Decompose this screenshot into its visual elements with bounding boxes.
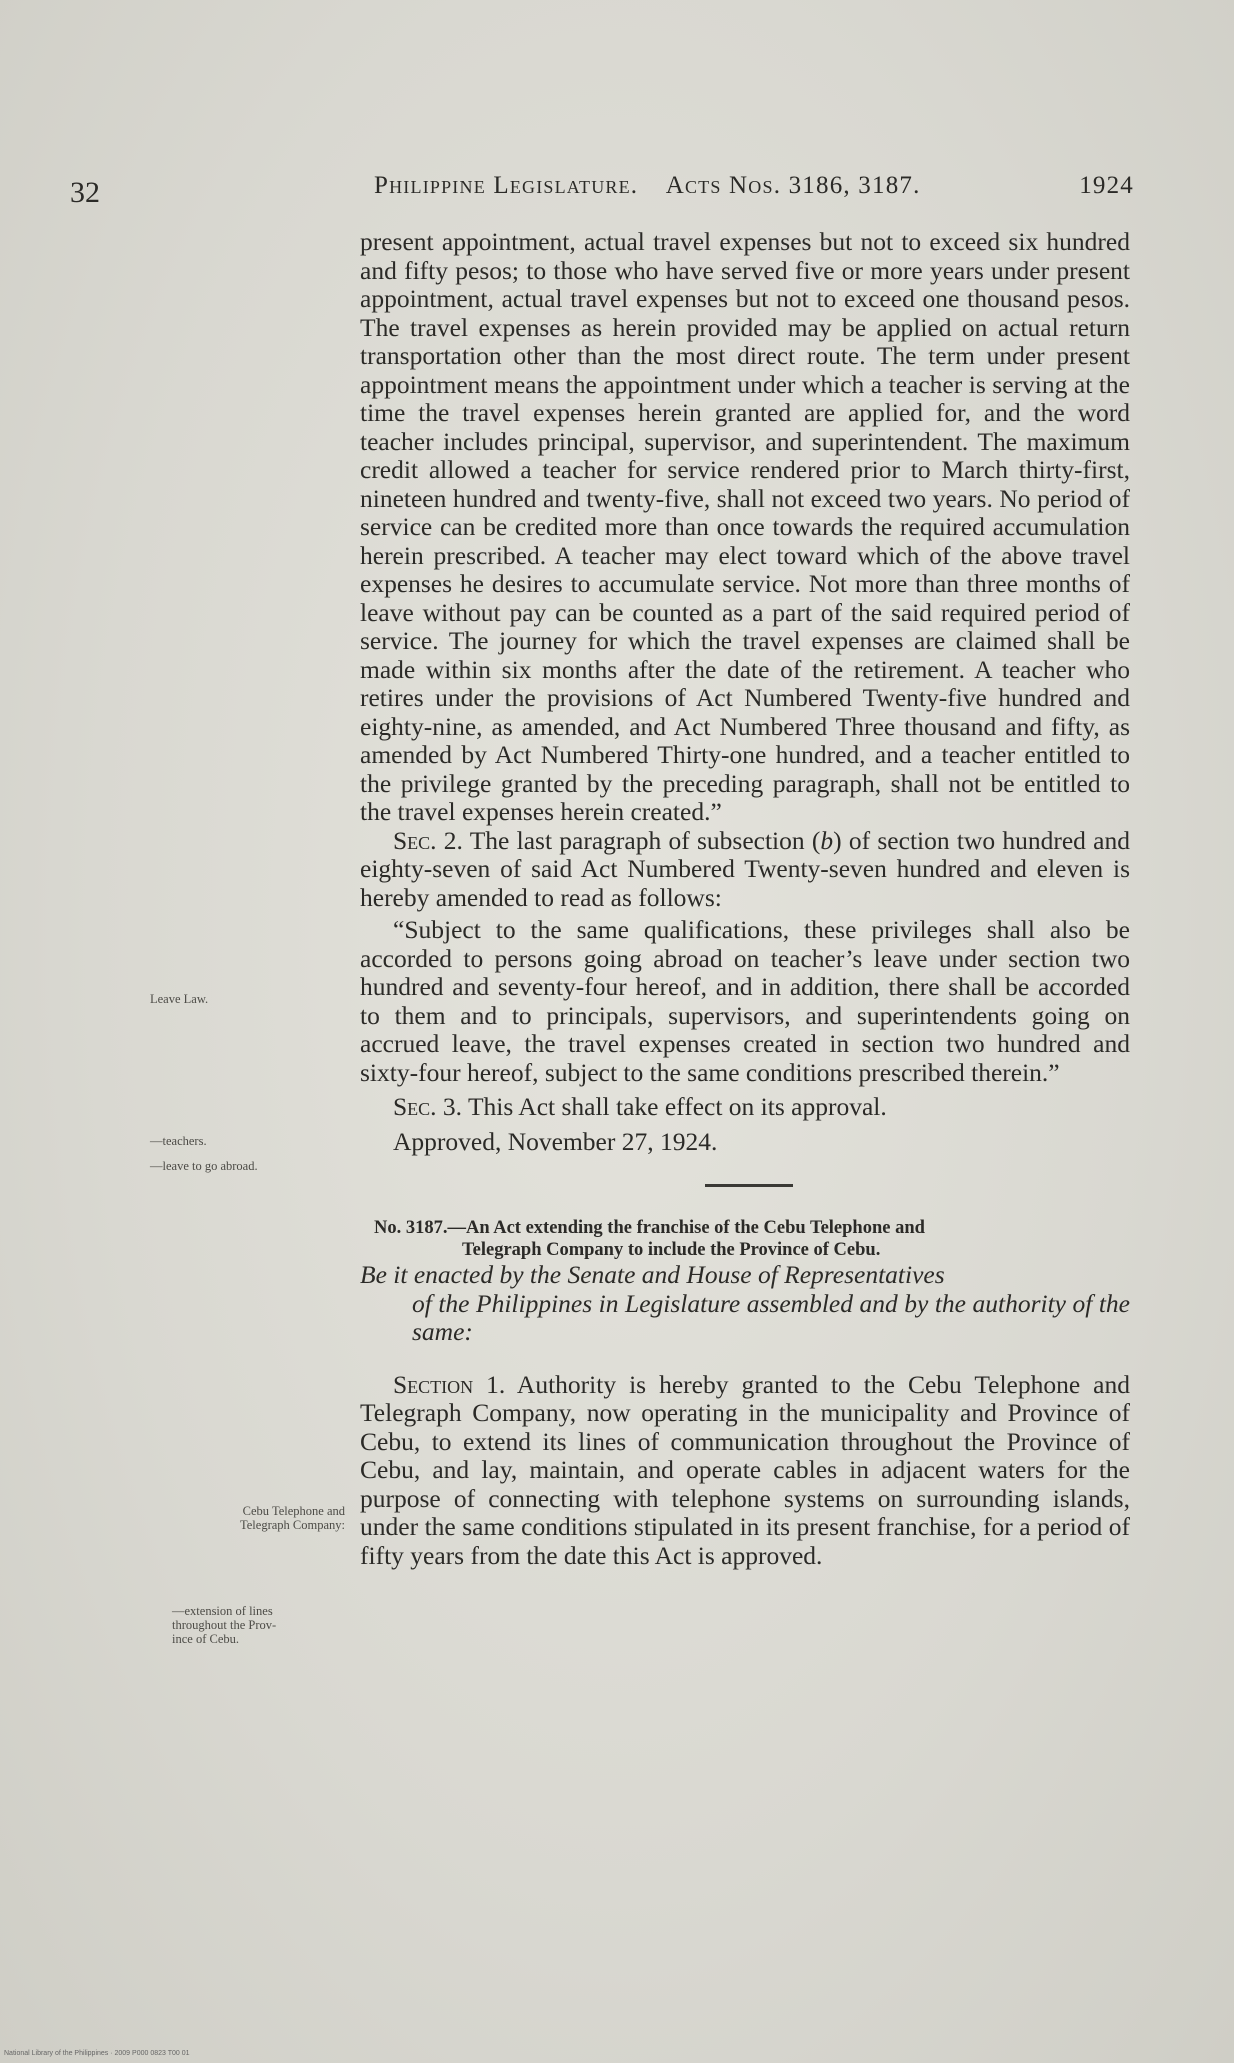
paragraph-travel-expenses: present appointment, actual travel expenses but not to exceed six hundred and fifty pesos; to those who have served five or more years under present appointment, actual travel expenses but not to exceed one thousand pesos. The travel expenses as herein provided may be applied on actual return transportation other than the most direct route. The term under present appointment means the appointment under which a teacher is serving at the time the travel expenses herein granted are applied for, and the word teacher includes principal, supervisor, and superintendent. The maximum credit allowed a teacher for service rendered prior to March thirty-first, nineteen hundred and twenty-five, shall not exceed two years. No period of service can be credited more than once towards the required accumulation herein prescribed. A teacher may elect toward which of the above travel expenses he desires to accumulate service. Not more than three months of leave without pay can be counted as a part of the said required period of service. The journey for which the travel expenses are claimed shall be made within six months after the date of the retirement. A teacher who retires under the provisions of Act Numbered Twenty-five hundred and eighty-nine, as amended, and Act Numbered Three thousand and fifty, as amended by Act Numbered Thirty-one hundred, and a teacher entitled to the privilege granted by the preceding paragraph, shall not be entitled to the travel expenses herein created.” <box>360 227 1130 826</box>
enacting-clause: Be it enacted by the Senate and House of Representatives of the Philippines in Legislature assembled and by the authority of the same: <box>360 1260 1130 1346</box>
section-2-quote: “Subject to the same qualifications, these privileges shall also be accorded to persons going abroad on teacher’s leave under section two hundred and seventy-four hereof, and in addition, there shall be accorded to them and to principals, supervisors, and superintendents going on accrued leave, the travel expenses created in section two hundred and sixty-four hereof, subject to the same conditions prescribed therein.” <box>360 915 1130 1087</box>
margin-note-leave-law: Leave Law. <box>150 992 209 1006</box>
scan-footer: National Library of the Philippines · 2009 P000 0823 T00 01 <box>4 2050 190 2057</box>
margin-note-leave-abroad: —leave to go abroad. <box>150 1159 258 1173</box>
header-year: 1924 <box>1079 172 1134 199</box>
approval-date: Approved, November 27, 1924. <box>393 1126 718 1156</box>
section-divider <box>705 1184 793 1187</box>
section-3: Sec. 3. This Act shall take effect on its approval. <box>393 1092 887 1121</box>
running-header <box>374 172 1134 200</box>
section-1: Section 1. Authority is hereby granted to the Cebu Telephone and Telegraph Company, now operating in the municipality and Province of Cebu, to extend its lines of communication throughout the Province of Cebu, and lay, maintain, and operate cables in adjacent waters for the purpose of connecting with telephone systems on surrounding islands, under the same conditions stipulated in its present franchise, for a period of fifty years from the date this Act is approved. <box>360 1369 1131 1570</box>
header-acts: Acts Nos. 3186, 3187. <box>665 172 921 199</box>
header-title: Philippine Legislature. <box>374 172 639 199</box>
margin-note-extension: —extension of lines throughout the Prov- ince of Cebu. <box>172 1604 277 1646</box>
act-3187-title: No. 3187.—An Act extending the franchise of the Cebu Telephone and Telegraph Company to include the Province of Cebu. <box>374 1218 925 1260</box>
section-2: Sec. 2. The last paragraph of subsection (b) of section two hundred and eighty-seven of said Act Numbered Twenty-seven hundred and eleven is hereby amended to read as follows: <box>360 825 1130 912</box>
page-number: 32 <box>70 176 100 209</box>
margin-note-cebu-company: Cebu Telephone and Telegraph Company: <box>240 1504 345 1532</box>
page-body <box>360 228 1130 1570</box>
margin-note-teachers: —teachers. <box>150 1134 207 1148</box>
